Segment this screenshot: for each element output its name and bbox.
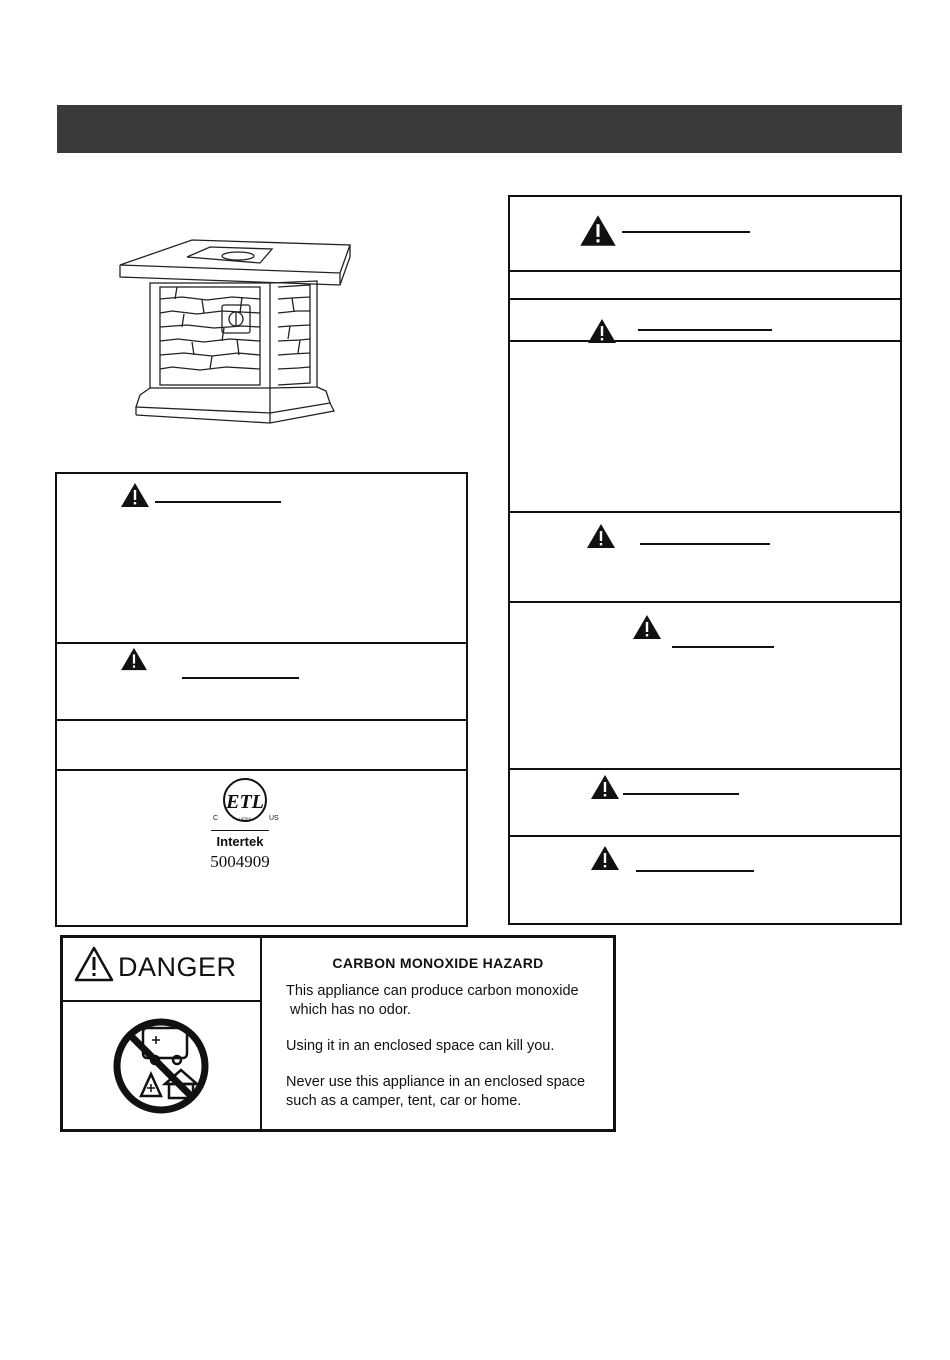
etl-brand-rule bbox=[211, 830, 269, 831]
warning-heading-underline bbox=[636, 870, 754, 872]
danger-label-row-divider bbox=[63, 1000, 260, 1002]
fire-pit-illustration bbox=[112, 235, 360, 435]
no-enclosed-space-icon bbox=[111, 1008, 211, 1120]
warning-triangle-icon bbox=[632, 614, 662, 640]
warning-triangle-icon bbox=[590, 845, 620, 871]
left-warning-box bbox=[55, 472, 468, 927]
etl-us: US bbox=[269, 815, 279, 822]
warning-triangle-icon bbox=[590, 774, 620, 800]
danger-label-line: Using it in an enclosed space can kill you. bbox=[286, 1038, 555, 1054]
divider bbox=[57, 642, 466, 644]
danger-label bbox=[60, 935, 616, 1132]
divider bbox=[57, 769, 466, 771]
danger-label-line: which has no odor. bbox=[286, 1002, 411, 1018]
danger-label-line: Never use this appliance in an enclosed space bbox=[286, 1074, 586, 1090]
divider bbox=[510, 270, 900, 272]
divider bbox=[510, 835, 900, 837]
warning-heading-underline bbox=[640, 543, 770, 545]
divider bbox=[510, 298, 900, 300]
danger-label-line: This appliance can produce carbon monoxide bbox=[286, 983, 579, 999]
warning-heading-underline bbox=[155, 501, 281, 503]
warning-triangle-icon bbox=[120, 647, 148, 671]
divider bbox=[510, 340, 900, 342]
danger-label-line: such as a camper, tent, car or home. bbox=[286, 1093, 522, 1109]
warning-triangle-icon bbox=[586, 318, 618, 344]
warning-heading-underline bbox=[182, 677, 299, 679]
warning-triangle-icon bbox=[120, 482, 150, 508]
etl-listed: LISTED bbox=[238, 817, 252, 821]
danger-label-title: CARBON MONOXIDE HAZARD bbox=[332, 955, 544, 971]
certification-brand: Intertek bbox=[216, 834, 264, 849]
etl-c: C bbox=[213, 815, 219, 822]
warning-heading-underline bbox=[672, 646, 774, 648]
warning-heading-underline bbox=[638, 329, 772, 331]
warning-heading-underline bbox=[623, 793, 739, 795]
divider bbox=[510, 601, 900, 603]
etl-letters: ETL bbox=[226, 791, 264, 813]
warning-triangle-icon bbox=[586, 523, 616, 549]
certification-number: 5004909 bbox=[210, 852, 270, 871]
etl-listed-mark-icon bbox=[207, 776, 283, 828]
danger-triangle-icon bbox=[74, 946, 114, 982]
right-warning-box bbox=[508, 195, 902, 925]
divider bbox=[57, 719, 466, 721]
divider bbox=[510, 768, 900, 770]
warning-triangle-icon bbox=[579, 214, 617, 247]
danger-signal-word: DANGER bbox=[118, 952, 237, 982]
warning-heading-underline bbox=[622, 231, 750, 233]
divider bbox=[510, 511, 900, 513]
section-header-bar bbox=[57, 105, 902, 153]
